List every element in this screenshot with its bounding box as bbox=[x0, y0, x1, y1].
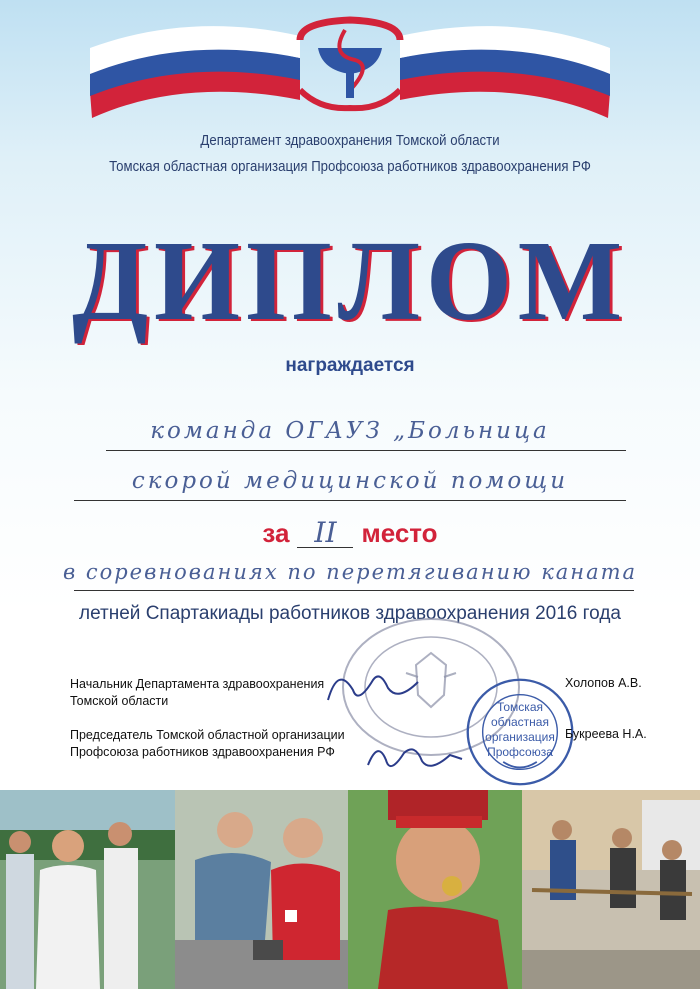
signature-icon bbox=[360, 735, 470, 785]
event-line: летней Спартакиады работников здравоохранения 2016 года bbox=[79, 603, 621, 624]
signature-icon bbox=[318, 660, 438, 720]
recipient-underline-1 bbox=[106, 450, 626, 451]
place-value: II bbox=[297, 519, 353, 548]
signatory-1-title: Начальник Департамента здравоохранения Томской области bbox=[70, 677, 325, 708]
recipient-line-1: команда ОГАУЗ „Больница bbox=[150, 418, 550, 444]
bowl-of-hygieia-icon bbox=[300, 20, 400, 108]
photo-tug-of-war bbox=[522, 790, 700, 989]
discipline-line: в соревнованиях по перетягиванию каната bbox=[62, 560, 638, 584]
recipient-underline-2 bbox=[74, 500, 626, 501]
organization-line-2: Томская областная организация Профсоюза работников здравоохранения РФ bbox=[109, 158, 591, 175]
flag-ribbon-icon bbox=[0, 0, 700, 130]
signatory-2-title: Председатель Томской областной организации Профсоюза работников здравоохранения РФ bbox=[70, 728, 345, 759]
union-stamp-text: Томская областная организация Профсоюза bbox=[485, 700, 555, 759]
photo-armwrestling bbox=[175, 790, 348, 989]
signatory-1-name: Холопов А.В. bbox=[565, 676, 642, 690]
photo-medal bbox=[348, 790, 522, 989]
place-line bbox=[0, 518, 700, 549]
recipient-line-2: скорой медицинской помощи bbox=[131, 468, 569, 494]
awarded-label: награждается bbox=[285, 355, 415, 376]
photo-strip bbox=[0, 790, 700, 989]
organization-line-1: Департамент здравоохранения Томской области bbox=[200, 132, 500, 149]
place-suffix: место bbox=[361, 518, 438, 548]
place-prefix: за bbox=[262, 518, 290, 548]
photo-crowd bbox=[0, 790, 175, 989]
signatory-2-name: Букреева Н.А. bbox=[565, 727, 647, 741]
diploma-title: ДИПЛОМ bbox=[72, 217, 628, 344]
discipline-underline bbox=[74, 590, 634, 591]
